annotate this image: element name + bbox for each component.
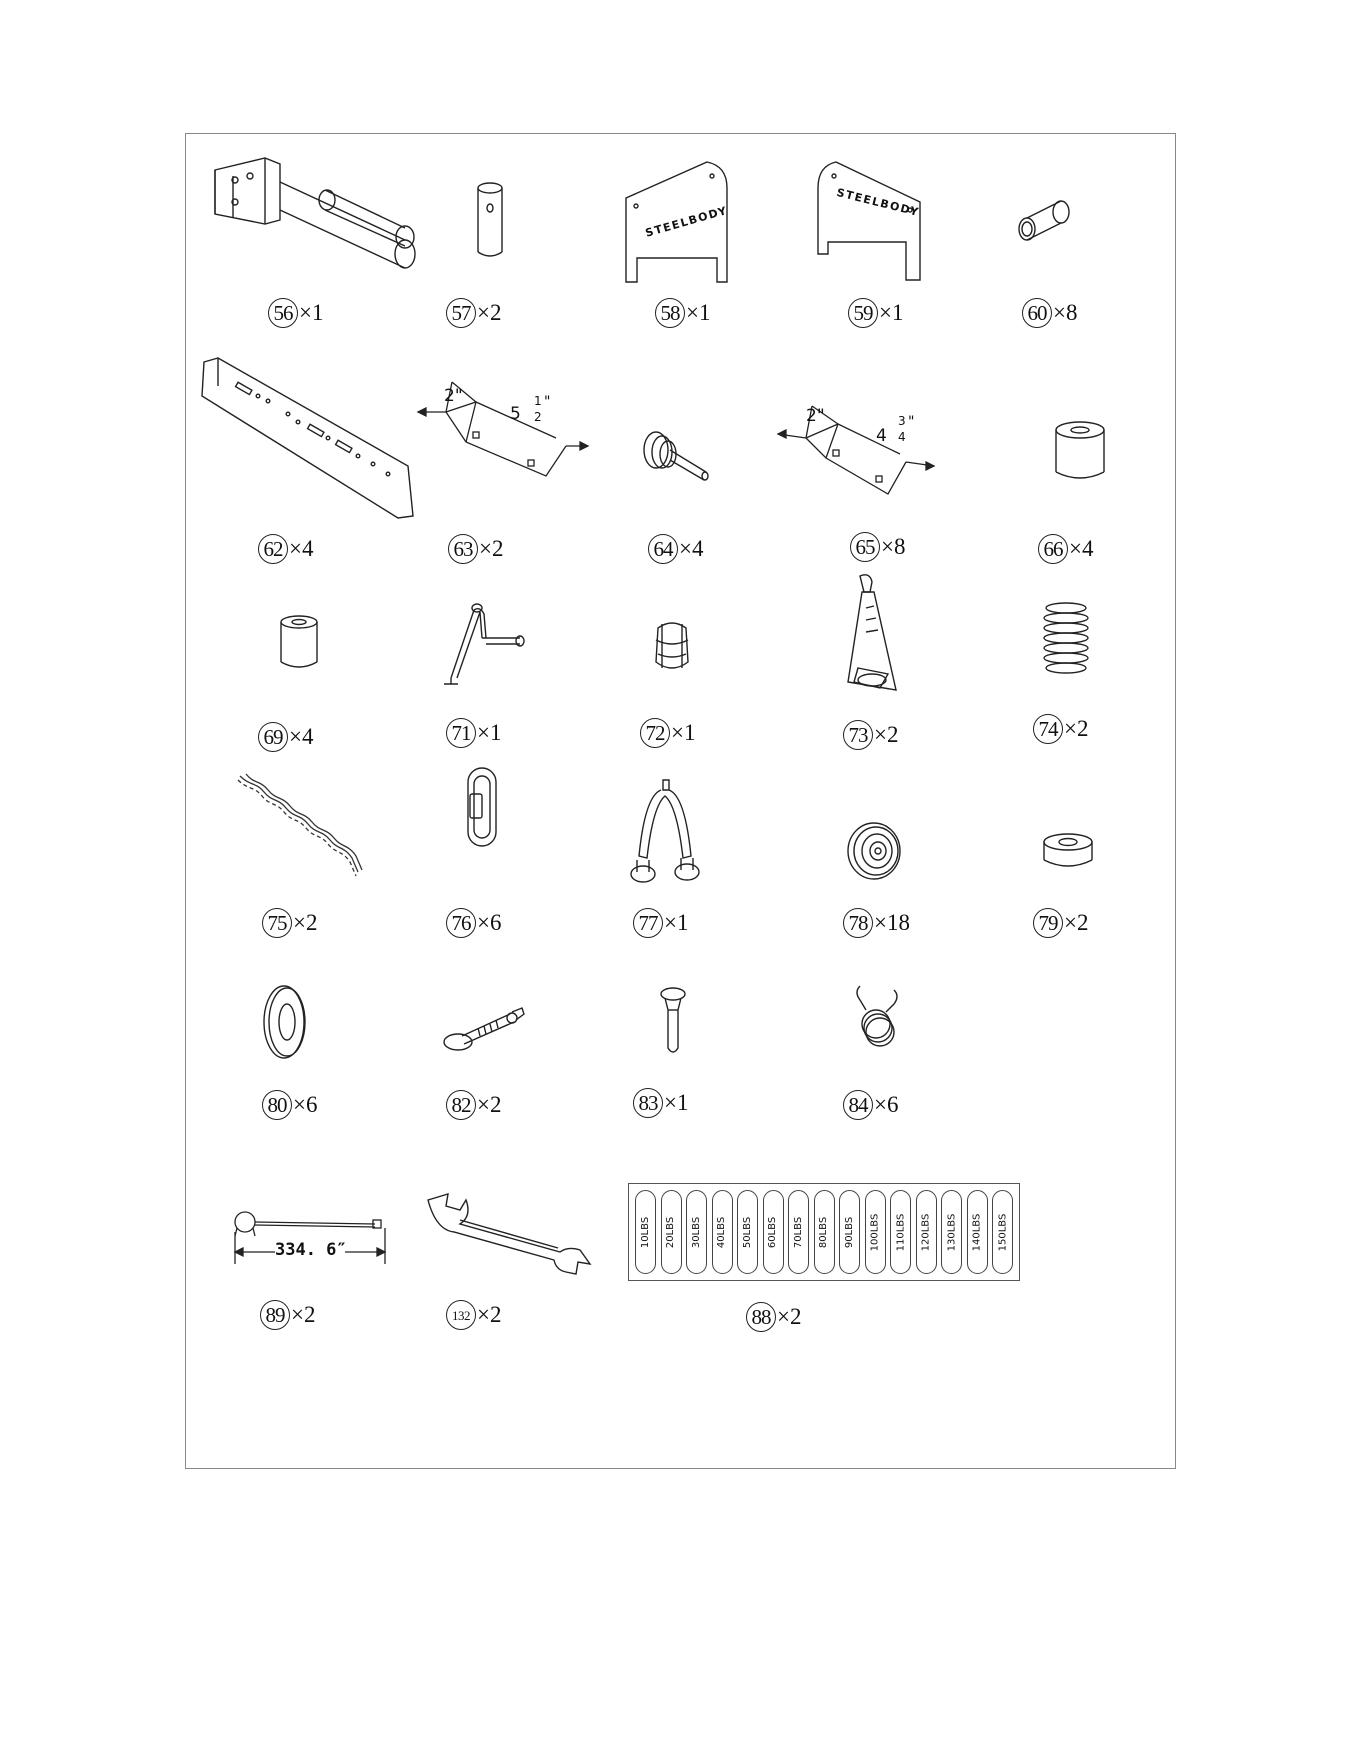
bracket-65-length-unit: " bbox=[908, 414, 915, 430]
part-84-drawing bbox=[850, 982, 906, 1058]
part-quantity: ×6 bbox=[293, 1092, 318, 1117]
weight-sticker bbox=[916, 1190, 937, 1274]
part-quantity: ×2 bbox=[777, 1304, 802, 1329]
part-quantity: ×2 bbox=[477, 1092, 502, 1117]
part-80-label bbox=[262, 1090, 317, 1120]
part-77-label bbox=[633, 908, 688, 938]
weight-sticker-text: 100LBS bbox=[869, 1213, 881, 1251]
part-84-label bbox=[843, 1090, 898, 1120]
part-59-drawing bbox=[814, 158, 924, 286]
part-quantity: ×1 bbox=[671, 720, 696, 745]
part-78-label bbox=[843, 908, 910, 938]
part-80-drawing bbox=[260, 982, 310, 1062]
part-quantity: ×1 bbox=[879, 300, 904, 325]
part-number-badge: 132 bbox=[446, 1300, 476, 1330]
part-quantity: ×4 bbox=[679, 536, 704, 561]
part-number-badge: 74 bbox=[1033, 714, 1063, 744]
part-quantity: ×8 bbox=[881, 534, 906, 559]
part-75-drawing bbox=[236, 772, 366, 887]
weight-sticker-text: 30LBS bbox=[691, 1216, 703, 1248]
part-number-badge: 72 bbox=[640, 718, 670, 748]
weight-sticker-text: 130LBS bbox=[946, 1213, 958, 1251]
part-82-drawing bbox=[440, 998, 530, 1064]
steelbody-logo-58: STEELBODY bbox=[643, 203, 730, 240]
part-quantity: ×2 bbox=[874, 722, 899, 747]
weight-sticker bbox=[890, 1190, 911, 1274]
part-75-label bbox=[262, 908, 317, 938]
part-quantity: ×6 bbox=[874, 1092, 899, 1117]
weight-sticker-text: 120LBS bbox=[920, 1213, 932, 1251]
part-76-label bbox=[446, 908, 501, 938]
weight-sticker-text: 70LBS bbox=[793, 1216, 805, 1248]
part-number-badge: 78 bbox=[843, 908, 873, 938]
part-71-drawing bbox=[424, 600, 534, 690]
part-number-badge: 65 bbox=[850, 532, 880, 562]
part-number-badge: 82 bbox=[446, 1090, 476, 1120]
part-quantity: ×2 bbox=[477, 1302, 502, 1327]
weight-sticker bbox=[788, 1190, 809, 1274]
weight-sticker-text: 110LBS bbox=[895, 1213, 907, 1251]
part-83-drawing bbox=[655, 986, 691, 1056]
part-number-badge: 59 bbox=[848, 298, 878, 328]
weight-sticker bbox=[763, 1190, 784, 1274]
part-number-badge: 64 bbox=[648, 534, 678, 564]
weight-sticker-text: 50LBS bbox=[742, 1216, 754, 1248]
part-quantity: ×2 bbox=[293, 910, 318, 935]
part-number-badge: 58 bbox=[655, 298, 685, 328]
part-quantity: ×4 bbox=[1069, 536, 1094, 561]
part-79-label bbox=[1033, 908, 1088, 938]
weight-sticker-text: 90LBS bbox=[844, 1216, 856, 1248]
weight-sticker bbox=[941, 1190, 962, 1274]
part-63-drawing bbox=[416, 372, 596, 480]
part-79-drawing bbox=[1040, 832, 1096, 872]
part-69-label bbox=[258, 722, 313, 752]
part-quantity: ×1 bbox=[664, 1090, 689, 1115]
part-number-badge: 80 bbox=[262, 1090, 292, 1120]
part-62-label bbox=[258, 534, 313, 564]
part-number-badge: 63 bbox=[448, 534, 478, 564]
weight-sticker bbox=[992, 1190, 1013, 1274]
part-quantity: ×4 bbox=[289, 536, 314, 561]
part-number-badge: 57 bbox=[446, 298, 476, 328]
part-number-badge: 56 bbox=[268, 298, 298, 328]
weight-sticker-text: 20LBS bbox=[665, 1216, 677, 1248]
weight-sticker bbox=[814, 1190, 835, 1274]
part-66-drawing bbox=[1050, 420, 1110, 482]
part-66-label bbox=[1038, 534, 1093, 564]
bracket-65-length-whole: 4 bbox=[876, 426, 887, 446]
weight-sticker bbox=[661, 1190, 682, 1274]
part-quantity: ×1 bbox=[299, 300, 324, 325]
part-number-badge: 88 bbox=[746, 1302, 776, 1332]
part-78-drawing bbox=[842, 818, 906, 884]
part-quantity: ×1 bbox=[686, 300, 711, 325]
bracket-65-length-frac-top: 3 bbox=[898, 414, 906, 428]
part-number-badge: 75 bbox=[262, 908, 292, 938]
part-number-badge: 76 bbox=[446, 908, 476, 938]
weight-sticker-text: 10LBS bbox=[640, 1216, 652, 1248]
part-64-drawing bbox=[640, 428, 715, 493]
weight-plate-stickers bbox=[628, 1183, 1020, 1281]
weight-sticker bbox=[967, 1190, 988, 1274]
part-132-drawing bbox=[420, 1190, 595, 1280]
bracket-63-length-frac-bottom: 2 bbox=[534, 410, 542, 424]
part-132-label bbox=[446, 1300, 501, 1330]
part-quantity: ×2 bbox=[1064, 716, 1089, 741]
part-number-badge: 73 bbox=[843, 720, 873, 750]
part-number-badge: 62 bbox=[258, 534, 288, 564]
part-69-drawing bbox=[276, 614, 322, 670]
part-quantity: ×2 bbox=[1064, 910, 1089, 935]
part-62-drawing bbox=[198, 356, 423, 521]
part-56-label bbox=[268, 298, 323, 328]
part-quantity: ×6 bbox=[477, 910, 502, 935]
bracket-63-width-label: 2" bbox=[444, 386, 463, 406]
part-number-badge: 66 bbox=[1038, 534, 1068, 564]
part-89-label bbox=[260, 1300, 315, 1330]
part-74-label bbox=[1033, 714, 1088, 744]
part-56-drawing bbox=[205, 150, 445, 275]
weight-sticker bbox=[712, 1190, 733, 1274]
part-number-badge: 84 bbox=[843, 1090, 873, 1120]
part-73-drawing bbox=[840, 572, 910, 700]
part-number-badge: 89 bbox=[260, 1300, 290, 1330]
cable-89-length-label: 334. 6″ bbox=[275, 1240, 347, 1260]
weight-sticker-text: 140LBS bbox=[971, 1213, 983, 1251]
part-76-drawing bbox=[462, 764, 502, 850]
part-65-label bbox=[850, 532, 905, 562]
part-number-badge: 83 bbox=[633, 1088, 663, 1118]
part-64-label bbox=[648, 534, 703, 564]
weight-sticker bbox=[686, 1190, 707, 1274]
part-number-badge: 69 bbox=[258, 722, 288, 752]
part-number-badge: 79 bbox=[1033, 908, 1063, 938]
weight-sticker bbox=[635, 1190, 656, 1274]
weight-sticker-text: 40LBS bbox=[716, 1216, 728, 1248]
bracket-65-width-label: 2" bbox=[806, 406, 825, 426]
part-number-badge: 77 bbox=[633, 908, 663, 938]
part-74-drawing bbox=[1040, 600, 1092, 680]
weight-sticker-text: 150LBS bbox=[997, 1213, 1009, 1251]
part-88-label bbox=[746, 1302, 801, 1332]
steelbody-logo-59: STEELBODY bbox=[835, 185, 921, 220]
part-number-badge: 60 bbox=[1022, 298, 1052, 328]
part-72-drawing bbox=[648, 618, 696, 678]
part-73-label bbox=[843, 720, 898, 750]
part-59-label bbox=[848, 298, 903, 328]
part-77-drawing bbox=[625, 776, 707, 896]
bracket-63-length-unit: " bbox=[544, 394, 551, 410]
weight-sticker-text: 60LBS bbox=[767, 1216, 779, 1248]
part-quantity: ×4 bbox=[289, 724, 314, 749]
part-quantity: ×2 bbox=[291, 1302, 316, 1327]
part-number-badge: 71 bbox=[446, 718, 476, 748]
part-57-label bbox=[446, 298, 501, 328]
weight-sticker bbox=[737, 1190, 758, 1274]
part-quantity: ×18 bbox=[874, 910, 910, 935]
bracket-63-length-frac-top: 1 bbox=[534, 394, 542, 408]
part-60-label bbox=[1022, 298, 1077, 328]
part-63-label bbox=[448, 534, 503, 564]
part-58-label bbox=[655, 298, 710, 328]
bracket-65-length-frac-bottom: 4 bbox=[898, 430, 906, 444]
part-57-drawing bbox=[470, 180, 510, 260]
part-65-drawing bbox=[776, 398, 956, 498]
part-58-drawing bbox=[622, 158, 732, 288]
part-72-label bbox=[640, 718, 695, 748]
bracket-63-length-whole: 5 bbox=[510, 404, 521, 424]
part-quantity: ×2 bbox=[477, 300, 502, 325]
part-60-drawing bbox=[1015, 195, 1075, 245]
part-quantity: ×1 bbox=[477, 720, 502, 745]
part-quantity: ×8 bbox=[1053, 300, 1078, 325]
part-71-label bbox=[446, 718, 501, 748]
part-82-label bbox=[446, 1090, 501, 1120]
part-quantity: ×2 bbox=[479, 536, 504, 561]
weight-sticker bbox=[865, 1190, 886, 1274]
part-89-drawing bbox=[215, 1202, 395, 1268]
part-83-label bbox=[633, 1088, 688, 1118]
weight-sticker bbox=[839, 1190, 860, 1274]
part-quantity: ×1 bbox=[664, 910, 689, 935]
weight-sticker-text: 80LBS bbox=[818, 1216, 830, 1248]
